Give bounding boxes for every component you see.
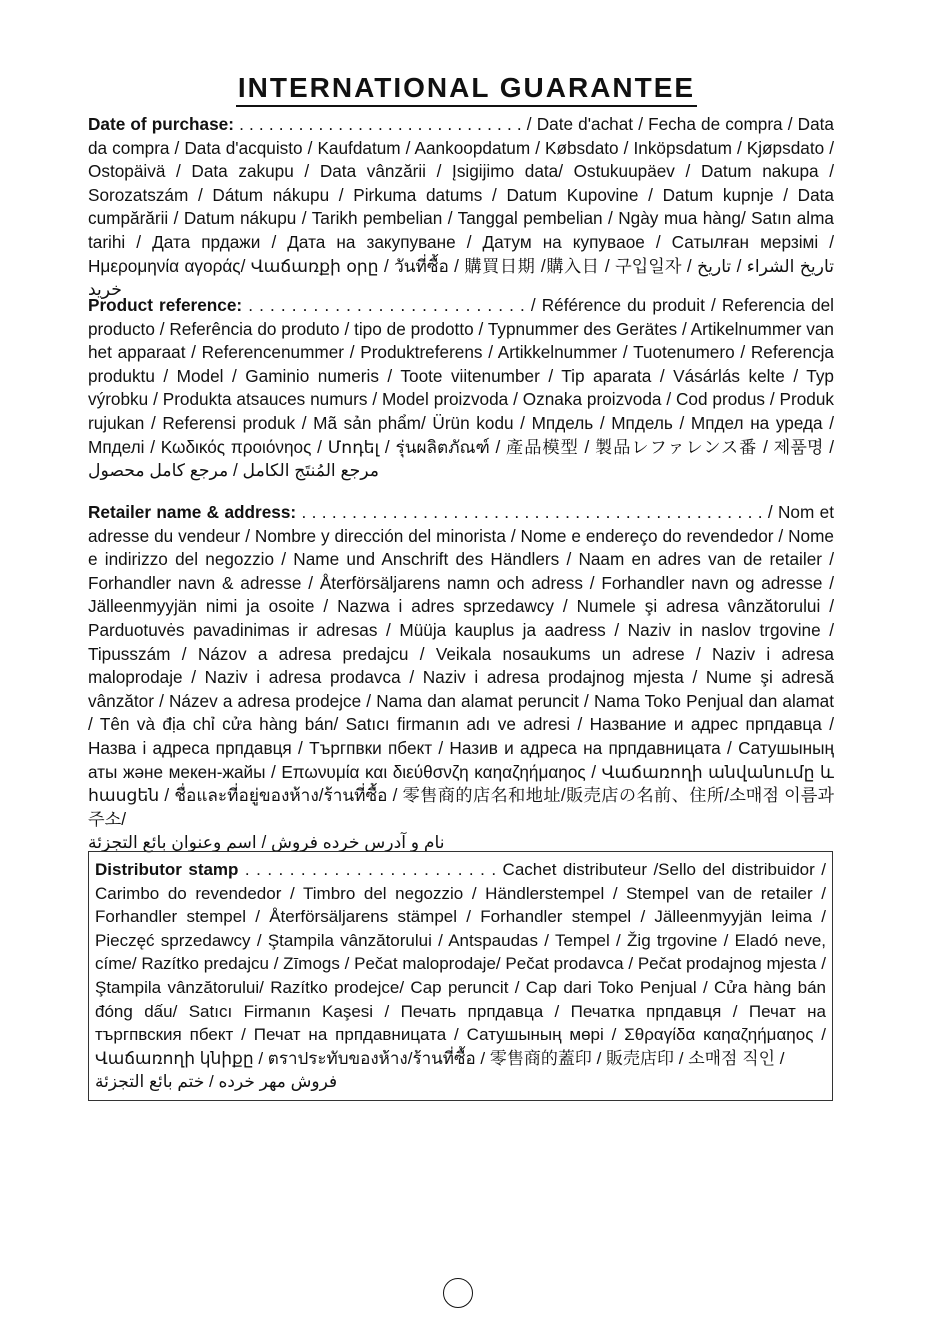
distributor-stamp-label: Distributor stamp	[95, 860, 239, 879]
distributor-stamp-section	[89, 852, 832, 1094]
distributor-stamp-arabic-text: فروش مهر خرده / ختم بائع التجزئة	[95, 1072, 338, 1092]
date-of-purchase-translations: / Date d'achat / Fecha de compra / Data da compra / Data d'acquisto / Kaufdatum / Aankoopdatum / Købsdato / Inköpsdatum / Kjøpsdato / Ostopäivä / Data zakupu / Data vânzării / Įsigijimo data/ Ostukuupäev / Datum nakupa / Sorozatszám / Dátum nákupu / Pirkuma datums / Datum Kupovine / Datum kupnje / Data cumpărării / Datum nákupu / Tarikh pembelian / Tanggal pembelian / Ngày mua hàng/ Satın alma tarihi / Дата прдажи / Дата на закупуване / Датум на купувaое / Сатылған мерзімі / Ημερομηνία αγοράς/ Վաճառքի օրը / วันที่ซื้อ / 購買日期 /購入日 / 구입일자 / تاريخ الشراء / تاريخ خريد	[88, 114, 834, 300]
page-title-text: INTERNATIONAL GUARANTEE	[236, 71, 697, 107]
distributor-stamp-dots: . . . . . . . . . . . . . . . . . . . . . . .	[238, 860, 503, 879]
retailer-translations: / Nom et adresse du vendeur / Nombre y dirección del minorista / Nome e endereço do revendedor / Nome e indirizzo del negozzio / Name und Anschrift des Händlers / Naam en adres van de retailer / Forhandler navn & adresse / Återförsäljarens namn och adress / Forhandler navn og adresse / Jälleenmyyjän nimi ja osoite / Nazwa i adres sprzedawcy / Numele şi adresa vânzătorului / Parduotuvės pavadinimas ir adresas / Müüja kauplus ja aadress / Naziv in naslov trgovine / Tipusszám / Názov a adresa predajcu / Veikala nosaukums un adrese / Naziv i adresa maloprodaje / Naziv i adresa prodavca / Naziv i adresa prodajnog mjesta / Nume şi adresă vânzător / Název a adresa prodejce / Nama dan alamat peruncit / Nama Toko Penjual dan alamat / Tên và địa chỉ cửa hàng bán/ Satıcı firmanın adı ve adresi / Название и адрес прпдавца / Назва і адреса прпдавця / Търгпвки пбект / Назив и адреса на прпдавницата / Сатушының аты және мекен-жайы / Επωνυμία και διεύθσνζη καηαζηήμαηος / Վաճառողի անվանումը և հասցեն / ชื่อและที่อยู่ของห้าง/ร้านที่ซื้อ / 零售商的店名和地址/販売店の名前、住所/소매점 이름과 주소/	[88, 502, 834, 829]
page-title	[0, 68, 933, 108]
product-reference-translations: / Référence du produit / Referencia del producto / Referência do produto / tipo de prodotto / Typnummer des Gerätes / Artikelnummer van het apparaat / Referencenummer / Produktreferens / Artikkelnummer / Tuotenumero / Referencja produktu / Model / Gaminio numeris / Toote viitenumber / Tip aparata / Vásárlás kelte / Typ výrobku / Produkta atsauces numurs / Model proizvoda / Oznaka proizvoda / Cod produs / Produk rujukan / Referensi produk / Mã sản phẩm/ Ürün kodu / Мпдель / Мпдель / Мпдел на уреда / Мпделі / Κωδικός προιόνηος / Մոդել / รุ่นผลิตภัณฑ์ / 產品模型 / 製品レファレンス番 / 제품명 / مرجع المُنتَج الكامل / مرجع كامل محصول	[88, 295, 834, 481]
product-reference-dots: . . . . . . . . . . . . . . . . . . . . . . . . . .	[242, 295, 531, 315]
distributor-stamp-translations: Cachet distributeur /Sello del distribuidor / Carimbo do revendedor / Timbro del negozzio / Händlerstempel / Stempel van de retailer / Forhandler stempel / Återförsäljarens stämpel / Forhandler stempel / Jälleenmyyjän leima / Pieczęć sprzedawcy / Ştampila vânzătorului / Antspaudas / Tempel / Žig trgovine / Eladó neve, címe/ Razítko predajcu / Zīmogs / Pečat maloprodaje/ Pečat prodavca / Pečat prodajnog mjesta / Ştampila vânzătorului/ Razítko prodejce/ Cap peruncit / Cap dari Toko Penjual / Cửa hàng bán đóng dấu/ Satıcı Firmanın Kaşesi / Печать прпдавца / Печатка прпдавця / Печат на търгпвския пбект / Печат на прпдавницата / Сатушының мөрі / Σθραγίδα καηαζηήμαηος / Վաճառողի կնիքը / ตราประทับของห้าง/ร้านที่ซื้อ / 零售商的蓋印 / 販売店印 / 소매점 직인 /	[95, 860, 826, 1068]
page-number-circle	[443, 1278, 473, 1308]
date-of-purchase-section	[88, 113, 834, 302]
date-of-purchase-label: Date of purchase:	[88, 114, 234, 134]
date-of-purchase-dots: . . . . . . . . . . . . . . . . . . . . . . . . . . . . .	[233, 114, 527, 134]
product-reference-label: Product reference:	[88, 295, 243, 315]
retailer-dots: . . . . . . . . . . . . . . . . . . . . . . . . . . . . . . . . . . . . . . . . . . . . . .	[296, 502, 768, 522]
retailer-label: Retailer name & address:	[88, 502, 297, 522]
retailer-section	[88, 501, 834, 855]
distributor-stamp-box	[88, 851, 833, 1101]
retailer-arabic-text: نام و آدرس خرده فروش / اسم وعنوان بائع التجزئة	[88, 832, 445, 853]
product-reference-section	[88, 294, 834, 483]
